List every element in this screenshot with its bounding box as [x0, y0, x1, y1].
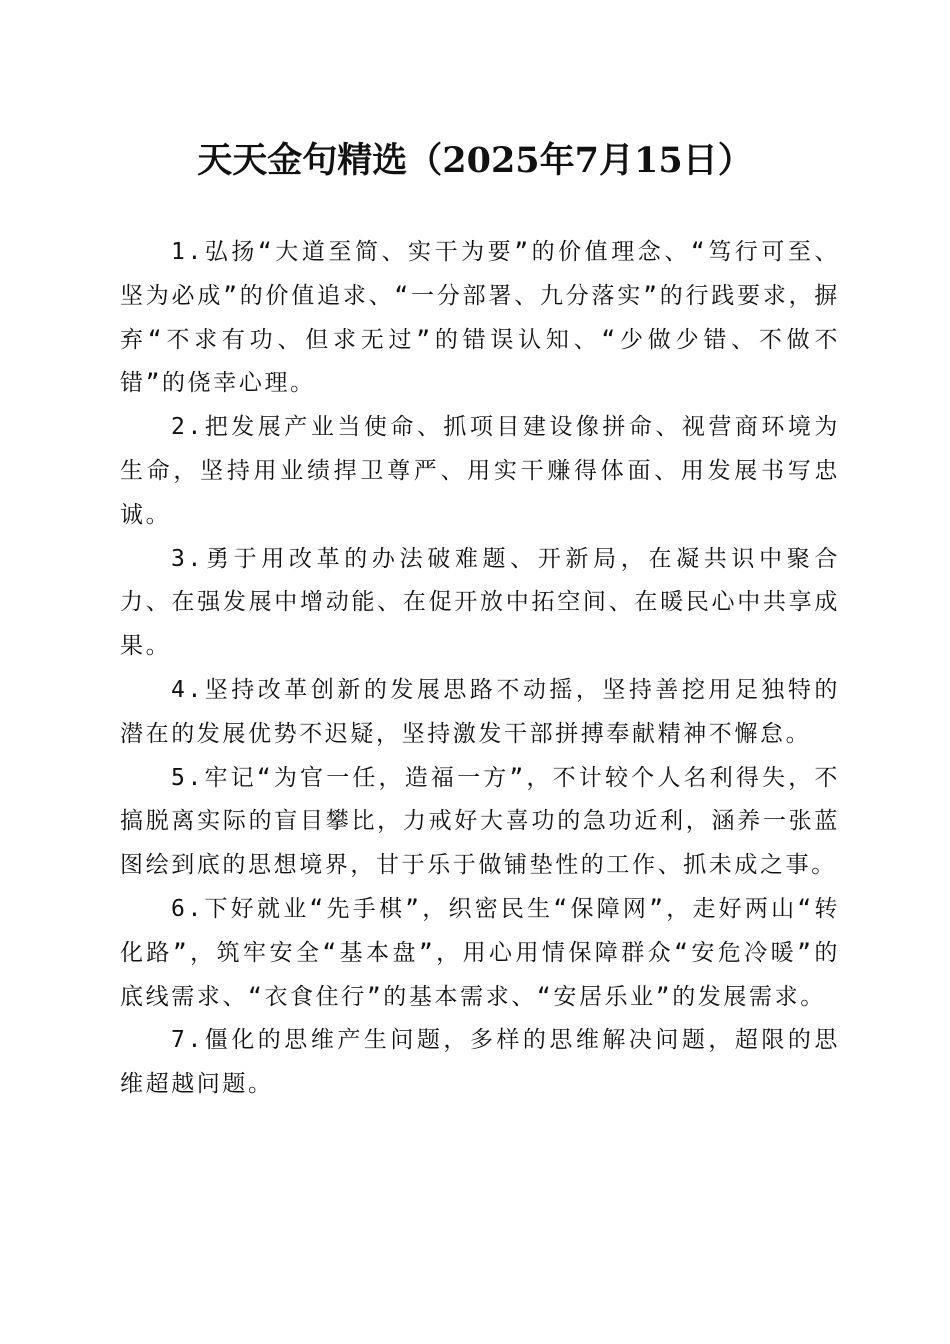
paragraph-7: 7.僵化的思维产生问题，多样的思维解决问题，超限的思维超越问题。 — [120, 1027, 840, 1098]
paragraph-3: 3.勇于用改革的办法破难题、开新局，在凝共识中聚合力、在强发展中增动能、在促开放中拓空间、在暖民心中共享成果。 — [120, 545, 840, 660]
document-title: 天天金句精选（2025年7月15日） — [197, 140, 753, 181]
paragraph-4: 4.坚持改革创新的发展思路不动摇，坚持善挖用足独特的潜在的发展优势不迟疑，坚持激发干部拼搏奉献精神不懈怠。 — [120, 676, 840, 747]
paragraph-6: 6.下好就业“先手棋”，织密民生“保障网”，走好两山“转化路”，筑牢安全“基本盘”，用心用情保障群众“安危冷暖”的底线需求、“衣食住行”的基本需求、“安居乐业”的发展需求。 — [120, 895, 840, 1010]
paragraph-5: 5.牢记“为官一任，造福一方”，不计较个人名利得失，不搞脱离实际的盲目攀比，力戒好大喜功的急功近利，涵养一张蓝图绘到底的思想境界，甘于乐于做铺垫性的工作、抓未成之事。 — [120, 764, 840, 879]
document-body — [120, 231, 840, 1107]
paragraph-1: 1.弘扬“大道至简、实干为要”的价值理念、“笃行可至、坚为必成”的价值追求、“一分部署、九分落实”的行践要求，摒弃“不求有功、但求无过”的错误认知、“少做少错、不做不错”的侥幸心理。 — [120, 239, 840, 397]
paragraph-2: 2.把发展产业当使命、抓项目建设像拼命、视营商环境为生命，坚持用业绩捍卫尊严、用实干赚得体面、用发展书写忠诚。 — [120, 414, 840, 528]
